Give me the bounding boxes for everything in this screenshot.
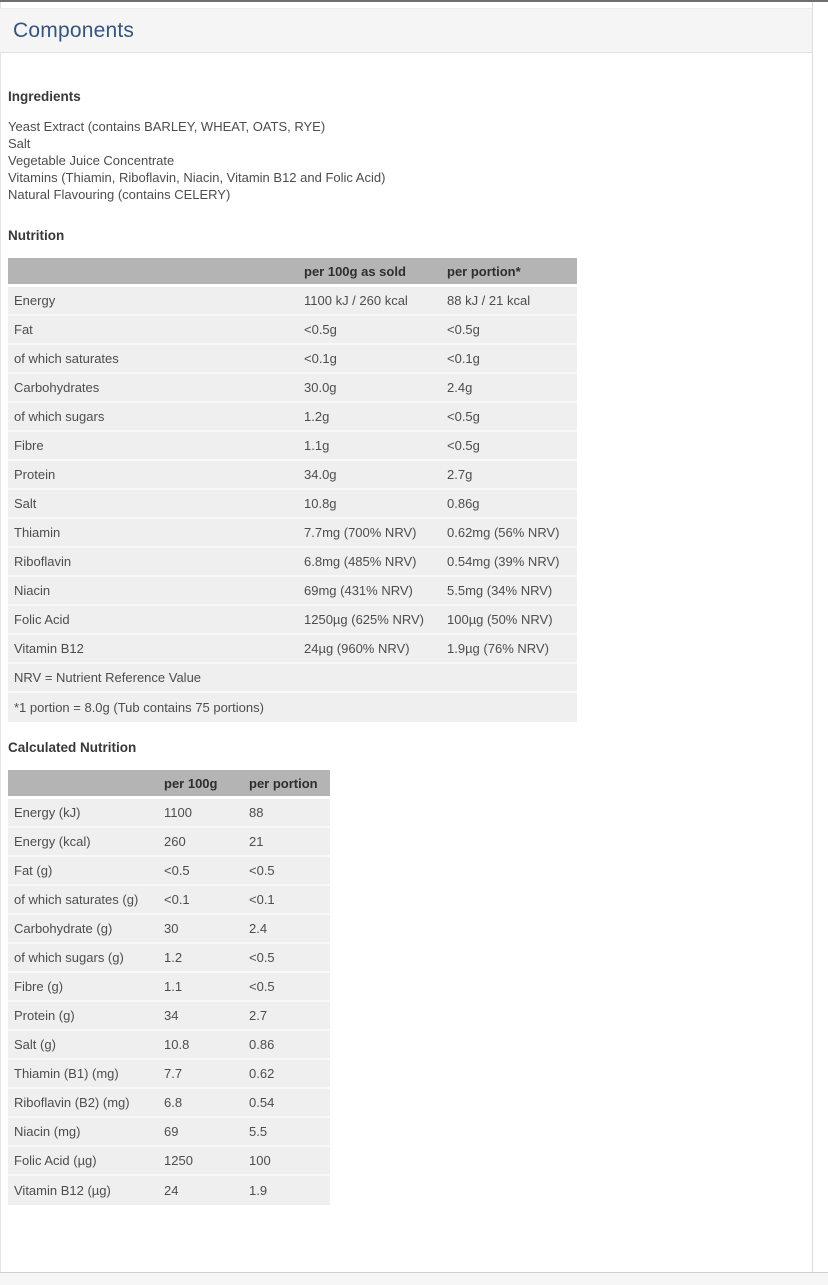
row-value-per100g: 6.8mg (485% NRV) xyxy=(298,548,441,577)
table-row xyxy=(8,1089,330,1118)
row-value-perportion: <0.5 xyxy=(243,944,330,973)
row-label: of which sugars (g) xyxy=(8,944,158,973)
row-value-perportion: 0.62mg (56% NRV) xyxy=(441,519,577,548)
row-label: Niacin (mg) xyxy=(8,1118,158,1147)
row-value-perportion: <0.1g xyxy=(441,345,577,374)
components-panel xyxy=(0,2,813,1205)
ingredient-line: Natural Flavouring (contains CELERY) xyxy=(8,187,231,202)
table-row xyxy=(8,345,577,374)
column-header-per-100g: per 100g xyxy=(158,770,243,799)
table-row xyxy=(8,1147,330,1176)
table-row xyxy=(8,1002,330,1031)
row-label: Energy (kJ) xyxy=(8,799,158,828)
row-label: Thiamin xyxy=(8,519,298,548)
row-label: Fat xyxy=(8,316,298,345)
row-label: Fat (g) xyxy=(8,857,158,886)
row-value-perportion: 88 kJ / 21 kcal xyxy=(441,287,577,316)
row-label: Fibre (g) xyxy=(8,973,158,1002)
table-row xyxy=(8,374,577,403)
row-value-perportion: 5.5mg (34% NRV) xyxy=(441,577,577,606)
row-value-per100g: 1.1g xyxy=(298,432,441,461)
row-label: Riboflavin xyxy=(8,548,298,577)
row-value-per100g: 69mg (431% NRV) xyxy=(298,577,441,606)
row-value-per100g: 10.8g xyxy=(298,490,441,519)
row-value-per100g: 7.7mg (700% NRV) xyxy=(298,519,441,548)
row-value-perportion: 100 xyxy=(243,1147,330,1176)
column-header-blank xyxy=(8,258,298,287)
row-value-perportion: 1.9 xyxy=(243,1176,330,1205)
row-value-perportion: 100µg (50% NRV) xyxy=(441,606,577,635)
table-row xyxy=(8,973,330,1002)
table-row xyxy=(8,519,577,548)
table-row xyxy=(8,432,577,461)
row-label: Protein (g) xyxy=(8,1002,158,1031)
table-row xyxy=(8,461,577,490)
row-label: Folic Acid (µg) xyxy=(8,1147,158,1176)
table-row xyxy=(8,635,577,664)
row-value-perportion: 21 xyxy=(243,828,330,857)
row-value-per100g: <0.1g xyxy=(298,345,441,374)
row-value-perportion: 88 xyxy=(243,799,330,828)
row-value-per100g: 69 xyxy=(158,1118,243,1147)
table-row xyxy=(8,548,577,577)
ingredients-heading: Ingredients xyxy=(8,89,81,104)
nutrition-table-header-row xyxy=(8,258,577,287)
table-row xyxy=(8,606,577,635)
row-label: Carbohydrates xyxy=(8,374,298,403)
table-row xyxy=(8,1060,330,1089)
row-label: Vitamin B12 xyxy=(8,635,298,664)
row-value-perportion: 0.54mg (39% NRV) xyxy=(441,548,577,577)
row-label: Fibre xyxy=(8,432,298,461)
row-label: Folic Acid xyxy=(8,606,298,635)
nrv-footnote: NRV = Nutrient Reference Value xyxy=(8,664,577,693)
row-value-per100g: 260 xyxy=(158,828,243,857)
column-header-blank xyxy=(8,770,158,799)
ingredient-line: Yeast Extract (contains BARLEY, WHEAT, OATS, RYE) xyxy=(8,119,326,134)
row-value-perportion: 1.9µg (76% NRV) xyxy=(441,635,577,664)
row-value-per100g: 1250 xyxy=(158,1147,243,1176)
footnote-row xyxy=(8,664,577,693)
row-label: Salt xyxy=(8,490,298,519)
row-value-perportion: 0.86 xyxy=(243,1031,330,1060)
ingredient-line: Vegetable Juice Concentrate xyxy=(8,153,175,168)
row-value-perportion: 0.62 xyxy=(243,1060,330,1089)
table-row xyxy=(8,799,330,828)
row-label: of which sugars xyxy=(8,403,298,432)
row-label: Riboflavin (B2) (mg) xyxy=(8,1089,158,1118)
table-row xyxy=(8,577,577,606)
row-label: Salt (g) xyxy=(8,1031,158,1060)
table-row xyxy=(8,944,330,973)
row-value-perportion: <0.5g xyxy=(441,403,577,432)
row-value-per100g: 1100 xyxy=(158,799,243,828)
table-row xyxy=(8,287,577,316)
row-label: Energy (kcal) xyxy=(8,828,158,857)
row-label: Protein xyxy=(8,461,298,490)
components-content xyxy=(0,89,813,1205)
table-row xyxy=(8,1031,330,1060)
table-row xyxy=(8,490,577,519)
row-label: of which saturates (g) xyxy=(8,886,158,915)
row-value-perportion: <0.1 xyxy=(243,886,330,915)
calculated-table-header-row xyxy=(8,770,330,799)
page-title: Components xyxy=(13,18,135,42)
table-row xyxy=(8,403,577,432)
row-value-per100g: 7.7 xyxy=(158,1060,243,1089)
row-value-perportion: 5.5 xyxy=(243,1118,330,1147)
nutrition-heading: Nutrition xyxy=(8,228,65,243)
row-label: Vitamin B12 (µg) xyxy=(8,1176,158,1205)
table-row xyxy=(8,1118,330,1147)
table-row xyxy=(8,886,330,915)
row-value-per100g: <0.1 xyxy=(158,886,243,915)
row-value-per100g: 10.8 xyxy=(158,1031,243,1060)
row-value-per100g: 1250µg (625% NRV) xyxy=(298,606,441,635)
row-value-per100g: 1.2 xyxy=(158,944,243,973)
row-value-perportion: 2.7 xyxy=(243,1002,330,1031)
table-row xyxy=(8,1176,330,1205)
row-value-perportion: <0.5g xyxy=(441,316,577,345)
table-row xyxy=(8,915,330,944)
ingredient-line: Vitamins (Thiamin, Riboflavin, Niacin, Vitamin B12 and Folic Acid) xyxy=(8,170,386,185)
row-label: Thiamin (B1) (mg) xyxy=(8,1060,158,1089)
next-section-edge xyxy=(0,1272,828,1285)
row-value-perportion: <0.5g xyxy=(441,432,577,461)
row-label: Niacin xyxy=(8,577,298,606)
section-header-components[interactable] xyxy=(0,8,812,53)
row-value-per100g: <0.5 xyxy=(158,857,243,886)
nutrition-table xyxy=(8,258,577,722)
row-value-perportion: 2.4g xyxy=(441,374,577,403)
row-label: of which saturates xyxy=(8,345,298,374)
row-value-perportion: <0.5 xyxy=(243,973,330,1002)
row-label: Carbohydrate (g) xyxy=(8,915,158,944)
row-value-perportion: <0.5 xyxy=(243,857,330,886)
table-row xyxy=(8,316,577,345)
calculated-nutrition-heading: Calculated Nutrition xyxy=(8,740,137,755)
row-value-per100g: 1100 kJ / 260 kcal xyxy=(298,287,441,316)
ingredients-list xyxy=(8,118,805,203)
row-value-per100g: 30.0g xyxy=(298,374,441,403)
column-header-per-portion: per portion* xyxy=(441,258,577,287)
row-value-perportion: 0.54 xyxy=(243,1089,330,1118)
ingredient-line: Salt xyxy=(8,136,31,151)
table-row xyxy=(8,828,330,857)
table-row xyxy=(8,857,330,886)
row-value-per100g: 6.8 xyxy=(158,1089,243,1118)
row-value-perportion: 0.86g xyxy=(441,490,577,519)
row-value-per100g: 30 xyxy=(158,915,243,944)
column-header-per-portion: per portion xyxy=(243,770,330,799)
row-value-per100g: <0.5g xyxy=(298,316,441,345)
row-value-per100g: 24µg (960% NRV) xyxy=(298,635,441,664)
row-value-perportion: 2.7g xyxy=(441,461,577,490)
column-header-per-100g: per 100g as sold xyxy=(298,258,441,287)
row-value-per100g: 1.2g xyxy=(298,403,441,432)
row-value-per100g: 34.0g xyxy=(298,461,441,490)
row-value-per100g: 1.1 xyxy=(158,973,243,1002)
row-value-per100g: 34 xyxy=(158,1002,243,1031)
calculated-nutrition-table xyxy=(8,770,330,1205)
row-value-per100g: 24 xyxy=(158,1176,243,1205)
portion-footnote: *1 portion = 8.0g (Tub contains 75 portions) xyxy=(8,693,577,722)
footnote-row xyxy=(8,693,577,722)
row-value-perportion: 2.4 xyxy=(243,915,330,944)
row-label: Energy xyxy=(8,287,298,316)
